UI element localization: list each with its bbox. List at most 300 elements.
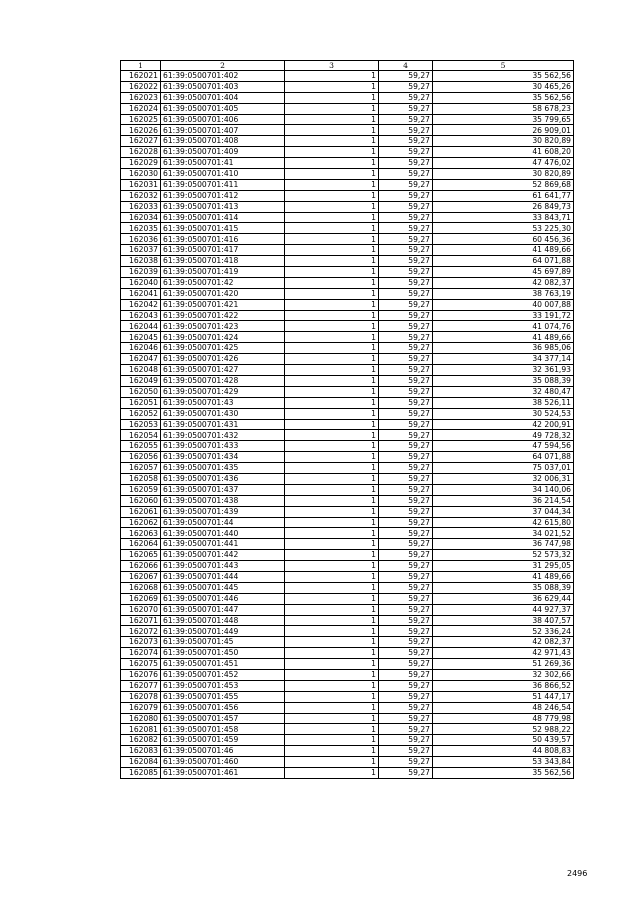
value-cell: 41 074,76: [433, 321, 574, 332]
cadastral-number-cell: 61:39:0500701:404: [161, 92, 285, 103]
rate-cell: 59,27: [379, 408, 433, 419]
cadastral-number-cell: 61:39:0500701:422: [161, 310, 285, 321]
row-number-cell: 162065: [121, 550, 161, 561]
count-cell: 1: [285, 582, 379, 593]
count-cell: 1: [285, 724, 379, 735]
count-cell: 1: [285, 267, 379, 278]
table-row: [121, 343, 574, 354]
table-row: [121, 321, 574, 332]
value-cell: 30 820,89: [433, 136, 574, 147]
value-cell: 37 044,34: [433, 506, 574, 517]
count-cell: 1: [285, 321, 379, 332]
rate-cell: 59,27: [379, 256, 433, 267]
cadastral-number-cell: 61:39:0500701:424: [161, 332, 285, 343]
table-row: [121, 528, 574, 539]
value-cell: 42 615,80: [433, 517, 574, 528]
rate-cell: 59,27: [379, 430, 433, 441]
cadastral-number-cell: 61:39:0500701:455: [161, 691, 285, 702]
value-cell: 35 562,56: [433, 71, 574, 82]
cadastral-number-cell: 61:39:0500701:448: [161, 615, 285, 626]
value-cell: 42 200,91: [433, 419, 574, 430]
cadastral-number-cell: 61:39:0500701:458: [161, 724, 285, 735]
table-row: [121, 310, 574, 321]
cadastral-number-cell: 61:39:0500701:41: [161, 158, 285, 169]
table-row: [121, 713, 574, 724]
table-row: [121, 550, 574, 561]
table-row: [121, 201, 574, 212]
row-number-cell: 162069: [121, 593, 161, 604]
rate-cell: 59,27: [379, 659, 433, 670]
count-cell: 1: [285, 354, 379, 365]
table-row: [121, 593, 574, 604]
column-header: 3: [285, 61, 379, 71]
row-number-cell: 162026: [121, 125, 161, 136]
count-cell: 1: [285, 386, 379, 397]
table-row: [121, 267, 574, 278]
count-cell: 1: [285, 669, 379, 680]
rate-cell: 59,27: [379, 582, 433, 593]
cadastral-number-cell: 61:39:0500701:402: [161, 71, 285, 82]
row-number-cell: 162057: [121, 463, 161, 474]
cadastral-number-cell: 61:39:0500701:434: [161, 452, 285, 463]
row-number-cell: 162075: [121, 659, 161, 670]
cadastral-number-cell: 61:39:0500701:459: [161, 735, 285, 746]
count-cell: 1: [285, 114, 379, 125]
table-row: [121, 375, 574, 386]
row-number-cell: 162053: [121, 419, 161, 430]
table-row: [121, 234, 574, 245]
row-number-cell: 162021: [121, 71, 161, 82]
cadastral-number-cell: 61:39:0500701:421: [161, 299, 285, 310]
table-row: [121, 288, 574, 299]
row-number-cell: 162078: [121, 691, 161, 702]
rate-cell: 59,27: [379, 147, 433, 158]
value-cell: 33 843,71: [433, 212, 574, 223]
value-cell: 32 480,47: [433, 386, 574, 397]
cadastral-number-cell: 61:39:0500701:460: [161, 757, 285, 768]
value-cell: 35 088,39: [433, 375, 574, 386]
row-number-cell: 162044: [121, 321, 161, 332]
cadastral-number-cell: 61:39:0500701:457: [161, 713, 285, 724]
cadastral-number-cell: 61:39:0500701:420: [161, 288, 285, 299]
value-cell: 51 269,36: [433, 659, 574, 670]
rate-cell: 59,27: [379, 386, 433, 397]
table-row: [121, 441, 574, 452]
value-cell: 34 021,52: [433, 528, 574, 539]
table-row: [121, 419, 574, 430]
value-cell: 34 377,14: [433, 354, 574, 365]
rate-cell: 59,27: [379, 702, 433, 713]
cadastral-number-cell: 61:39:0500701:433: [161, 441, 285, 452]
cadastral-number-cell: 61:39:0500701:445: [161, 582, 285, 593]
rate-cell: 59,27: [379, 223, 433, 234]
row-number-cell: 162030: [121, 169, 161, 180]
count-cell: 1: [285, 680, 379, 691]
rate-cell: 59,27: [379, 343, 433, 354]
cadastral-number-cell: 61:39:0500701:456: [161, 702, 285, 713]
row-number-cell: 162084: [121, 757, 161, 768]
value-cell: 61 641,77: [433, 190, 574, 201]
count-cell: 1: [285, 375, 379, 386]
cadastral-number-cell: 61:39:0500701:439: [161, 506, 285, 517]
value-cell: 45 697,89: [433, 267, 574, 278]
row-number-cell: 162072: [121, 626, 161, 637]
rate-cell: 59,27: [379, 245, 433, 256]
table-row: [121, 735, 574, 746]
cadastral-number-cell: 61:39:0500701:418: [161, 256, 285, 267]
cadastral-number-cell: 61:39:0500701:403: [161, 81, 285, 92]
count-cell: 1: [285, 343, 379, 354]
table-row: [121, 354, 574, 365]
row-number-cell: 162067: [121, 571, 161, 582]
row-number-cell: 162048: [121, 365, 161, 376]
value-cell: 32 006,31: [433, 473, 574, 484]
row-number-cell: 162032: [121, 190, 161, 201]
cadastral-number-cell: 61:39:0500701:436: [161, 473, 285, 484]
rate-cell: 59,27: [379, 125, 433, 136]
rate-cell: 59,27: [379, 735, 433, 746]
cadastral-number-cell: 61:39:0500701:443: [161, 561, 285, 572]
rate-cell: 59,27: [379, 81, 433, 92]
table-row: [121, 136, 574, 147]
rate-cell: 59,27: [379, 484, 433, 495]
cadastral-number-cell: 61:39:0500701:408: [161, 136, 285, 147]
rate-cell: 59,27: [379, 473, 433, 484]
table-row: [121, 724, 574, 735]
count-cell: 1: [285, 659, 379, 670]
value-cell: 36 747,98: [433, 539, 574, 550]
rate-cell: 59,27: [379, 506, 433, 517]
cadastral-number-cell: 61:39:0500701:426: [161, 354, 285, 365]
table-row: [121, 571, 574, 582]
table-row: [121, 452, 574, 463]
table-row: [121, 386, 574, 397]
count-cell: 1: [285, 288, 379, 299]
value-cell: 42 082,37: [433, 637, 574, 648]
count-cell: 1: [285, 169, 379, 180]
row-number-cell: 162027: [121, 136, 161, 147]
row-number-cell: 162038: [121, 256, 161, 267]
row-number-cell: 162071: [121, 615, 161, 626]
table-row: [121, 637, 574, 648]
value-cell: 33 191,72: [433, 310, 574, 321]
rate-cell: 59,27: [379, 179, 433, 190]
row-number-cell: 162064: [121, 539, 161, 550]
cadastral-number-cell: 61:39:0500701:430: [161, 408, 285, 419]
row-number-cell: 162056: [121, 452, 161, 463]
table-row: [121, 397, 574, 408]
table-row: [121, 256, 574, 267]
cadastral-number-cell: 61:39:0500701:46: [161, 746, 285, 757]
rate-cell: 59,27: [379, 321, 433, 332]
count-cell: 1: [285, 517, 379, 528]
cadastral-number-cell: 61:39:0500701:451: [161, 659, 285, 670]
cadastral-number-cell: 61:39:0500701:449: [161, 626, 285, 637]
rate-cell: 59,27: [379, 365, 433, 376]
value-cell: 51 447,17: [433, 691, 574, 702]
value-cell: 52 573,32: [433, 550, 574, 561]
row-number-cell: 162025: [121, 114, 161, 125]
rate-cell: 59,27: [379, 528, 433, 539]
rate-cell: 59,27: [379, 397, 433, 408]
value-cell: 52 869,68: [433, 179, 574, 190]
value-cell: 38 526,11: [433, 397, 574, 408]
row-number-cell: 162040: [121, 277, 161, 288]
table-row: [121, 430, 574, 441]
row-number-cell: 162029: [121, 158, 161, 169]
row-number-cell: 162033: [121, 201, 161, 212]
value-cell: 36 214,54: [433, 495, 574, 506]
count-cell: 1: [285, 158, 379, 169]
row-number-cell: 162073: [121, 637, 161, 648]
column-header: 5: [433, 61, 574, 71]
rate-cell: 59,27: [379, 169, 433, 180]
cadastral-number-cell: 61:39:0500701:428: [161, 375, 285, 386]
count-cell: 1: [285, 201, 379, 212]
cadastral-number-cell: 61:39:0500701:438: [161, 495, 285, 506]
value-cell: 26 909,01: [433, 125, 574, 136]
table-row: [121, 408, 574, 419]
count-cell: 1: [285, 637, 379, 648]
count-cell: 1: [285, 103, 379, 114]
cadastral-number-cell: 61:39:0500701:413: [161, 201, 285, 212]
value-cell: 49 728,32: [433, 430, 574, 441]
table-row: [121, 659, 574, 670]
row-number-cell: 162022: [121, 81, 161, 92]
table-row: [121, 299, 574, 310]
table-row: [121, 169, 574, 180]
row-number-cell: 162076: [121, 669, 161, 680]
row-number-cell: 162055: [121, 441, 161, 452]
count-cell: 1: [285, 473, 379, 484]
value-cell: 41 489,66: [433, 245, 574, 256]
count-cell: 1: [285, 125, 379, 136]
table-row: [121, 473, 574, 484]
count-cell: 1: [285, 648, 379, 659]
row-number-cell: 162050: [121, 386, 161, 397]
count-cell: 1: [285, 71, 379, 82]
rate-cell: 59,27: [379, 452, 433, 463]
row-number-cell: 162068: [121, 582, 161, 593]
table-row: [121, 669, 574, 680]
cadastral-number-cell: 61:39:0500701:43: [161, 397, 285, 408]
rate-cell: 59,27: [379, 441, 433, 452]
count-cell: 1: [285, 136, 379, 147]
table-row: [121, 179, 574, 190]
value-cell: 30 465,26: [433, 81, 574, 92]
value-cell: 47 476,02: [433, 158, 574, 169]
rate-cell: 59,27: [379, 71, 433, 82]
rate-cell: 59,27: [379, 212, 433, 223]
cadastral-number-cell: 61:39:0500701:407: [161, 125, 285, 136]
value-cell: 41 489,66: [433, 571, 574, 582]
count-cell: 1: [285, 746, 379, 757]
rate-cell: 59,27: [379, 539, 433, 550]
rate-cell: 59,27: [379, 669, 433, 680]
rate-cell: 59,27: [379, 114, 433, 125]
cadastral-number-cell: 61:39:0500701:440: [161, 528, 285, 539]
count-cell: 1: [285, 452, 379, 463]
table-row: [121, 114, 574, 125]
cadastral-number-cell: 61:39:0500701:416: [161, 234, 285, 245]
table-row: [121, 223, 574, 234]
count-cell: 1: [285, 397, 379, 408]
rate-cell: 59,27: [379, 746, 433, 757]
table-row: [121, 691, 574, 702]
table-row: [121, 125, 574, 136]
rate-cell: 59,27: [379, 267, 433, 278]
value-cell: 50 439,57: [433, 735, 574, 746]
cadastral-number-cell: 61:39:0500701:435: [161, 463, 285, 474]
value-cell: 48 779,98: [433, 713, 574, 724]
value-cell: 30 524,53: [433, 408, 574, 419]
cadastral-number-cell: 61:39:0500701:417: [161, 245, 285, 256]
row-number-cell: 162083: [121, 746, 161, 757]
count-cell: 1: [285, 550, 379, 561]
row-number-cell: 162061: [121, 506, 161, 517]
count-cell: 1: [285, 223, 379, 234]
table-row: [121, 768, 574, 779]
row-number-cell: 162031: [121, 179, 161, 190]
value-cell: 75 037,01: [433, 463, 574, 474]
table-row: [121, 506, 574, 517]
row-number-cell: 162079: [121, 702, 161, 713]
count-cell: 1: [285, 604, 379, 615]
table-row: [121, 103, 574, 114]
count-cell: 1: [285, 299, 379, 310]
table-row: [121, 539, 574, 550]
rate-cell: 59,27: [379, 354, 433, 365]
cadastral-number-cell: 61:39:0500701:45: [161, 637, 285, 648]
count-cell: 1: [285, 495, 379, 506]
count-cell: 1: [285, 626, 379, 637]
rate-cell: 59,27: [379, 277, 433, 288]
count-cell: 1: [285, 408, 379, 419]
value-cell: 32 361,93: [433, 365, 574, 376]
rate-cell: 59,27: [379, 288, 433, 299]
cadastral-number-cell: 61:39:0500701:423: [161, 321, 285, 332]
value-cell: 52 336,24: [433, 626, 574, 637]
count-cell: 1: [285, 615, 379, 626]
row-number-cell: 162049: [121, 375, 161, 386]
rate-cell: 59,27: [379, 593, 433, 604]
count-cell: 1: [285, 212, 379, 223]
table-row: [121, 517, 574, 528]
rate-cell: 59,27: [379, 463, 433, 474]
rate-cell: 59,27: [379, 495, 433, 506]
rate-cell: 59,27: [379, 375, 433, 386]
count-cell: 1: [285, 571, 379, 582]
value-cell: 47 594,56: [433, 441, 574, 452]
row-number-cell: 162070: [121, 604, 161, 615]
count-cell: 1: [285, 234, 379, 245]
value-cell: 36 866,52: [433, 680, 574, 691]
value-cell: 40 007,88: [433, 299, 574, 310]
rate-cell: 59,27: [379, 571, 433, 582]
data-table: [120, 60, 574, 779]
count-cell: 1: [285, 441, 379, 452]
table-row: [121, 332, 574, 343]
cadastral-number-cell: 61:39:0500701:405: [161, 103, 285, 114]
count-cell: 1: [285, 757, 379, 768]
row-number-cell: 162059: [121, 484, 161, 495]
cadastral-number-cell: 61:39:0500701:450: [161, 648, 285, 659]
value-cell: 41 489,66: [433, 332, 574, 343]
table-row: [121, 615, 574, 626]
row-number-cell: 162082: [121, 735, 161, 746]
table-row: [121, 71, 574, 82]
cadastral-number-cell: 61:39:0500701:414: [161, 212, 285, 223]
count-cell: 1: [285, 702, 379, 713]
rate-cell: 59,27: [379, 419, 433, 430]
count-cell: 1: [285, 484, 379, 495]
rate-cell: 59,27: [379, 637, 433, 648]
value-cell: 38 763,19: [433, 288, 574, 299]
cadastral-number-cell: 61:39:0500701:452: [161, 669, 285, 680]
column-header: 1: [121, 61, 161, 71]
rate-cell: 59,27: [379, 680, 433, 691]
row-number-cell: 162045: [121, 332, 161, 343]
rate-cell: 59,27: [379, 724, 433, 735]
value-cell: 36 629,44: [433, 593, 574, 604]
count-cell: 1: [285, 419, 379, 430]
row-number-cell: 162041: [121, 288, 161, 299]
table-row: [121, 680, 574, 691]
rate-cell: 59,27: [379, 615, 433, 626]
rate-cell: 59,27: [379, 201, 433, 212]
value-cell: 64 071,88: [433, 256, 574, 267]
row-number-cell: 162054: [121, 430, 161, 441]
row-number-cell: 162042: [121, 299, 161, 310]
rate-cell: 59,27: [379, 103, 433, 114]
value-cell: 35 088,39: [433, 582, 574, 593]
value-cell: 48 246,54: [433, 702, 574, 713]
table-row: [121, 158, 574, 169]
value-cell: 42 082,37: [433, 277, 574, 288]
row-number-cell: 162023: [121, 92, 161, 103]
count-cell: 1: [285, 768, 379, 779]
row-number-cell: 162051: [121, 397, 161, 408]
table-row: [121, 604, 574, 615]
count-cell: 1: [285, 735, 379, 746]
value-cell: 44 808,83: [433, 746, 574, 757]
count-cell: 1: [285, 430, 379, 441]
rate-cell: 59,27: [379, 691, 433, 702]
row-number-cell: 162046: [121, 343, 161, 354]
count-cell: 1: [285, 691, 379, 702]
cadastral-number-cell: 61:39:0500701:437: [161, 484, 285, 495]
row-number-cell: 162058: [121, 473, 161, 484]
value-cell: 41 608,20: [433, 147, 574, 158]
table-row: [121, 212, 574, 223]
row-number-cell: 162062: [121, 517, 161, 528]
rate-cell: 59,27: [379, 299, 433, 310]
rate-cell: 59,27: [379, 158, 433, 169]
table-row: [121, 484, 574, 495]
count-cell: 1: [285, 190, 379, 201]
table-row: [121, 495, 574, 506]
row-number-cell: 162080: [121, 713, 161, 724]
cadastral-number-cell: 61:39:0500701:444: [161, 571, 285, 582]
row-number-cell: 162037: [121, 245, 161, 256]
value-cell: 52 988,22: [433, 724, 574, 735]
column-header: 4: [379, 61, 433, 71]
cadastral-number-cell: 61:39:0500701:446: [161, 593, 285, 604]
cadastral-number-cell: 61:39:0500701:442: [161, 550, 285, 561]
table-row: [121, 702, 574, 713]
table-row: [121, 561, 574, 572]
count-cell: 1: [285, 561, 379, 572]
